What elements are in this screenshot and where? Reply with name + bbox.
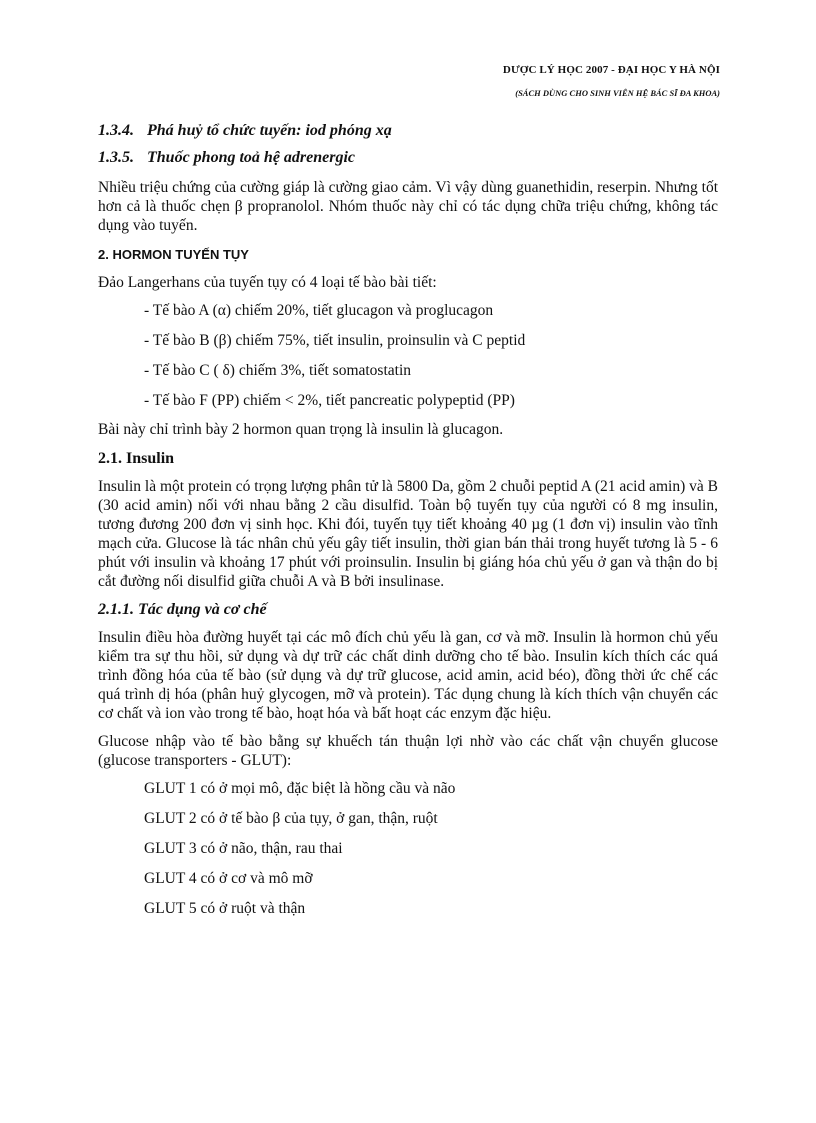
paragraph-langerhans: Đảo Langerhans của tuyến tụy có 4 loại tế bào bài tiết: <box>98 274 437 291</box>
heading-2-1: 2.1. Insulin <box>98 450 175 467</box>
list-item-glut-4: GLUT 4 có ở cơ và mô mỡ <box>144 870 313 887</box>
list-item-cell-b: - Tế bào B (β) chiếm 75%, tiết insulin, proinsulin và C peptid <box>144 332 526 349</box>
page-body <box>98 121 718 918</box>
heading-2-1-1: 2.1.1. Tác dụng và cơ chế <box>98 601 267 618</box>
heading-text: Thuốc phong toả hệ adrenergic <box>147 149 356 166</box>
list-item-glut-2: GLUT 2 có ở tế bào β của tụy, ở gan, thận, ruột <box>144 810 438 827</box>
heading-1-3-5 <box>98 148 718 167</box>
list-item-glut-3: GLUT 3 có ở não, thận, rau thai <box>144 840 343 857</box>
header-title: DƯỢC LÝ HỌC 2007 - ĐẠI HỌC Y HÀ NỘI <box>502 64 720 76</box>
paragraph-summary: Bài này chỉ trình bày 2 hormon quan trọng là insulin là glucagon. <box>98 421 504 438</box>
heading-2: 2. HORMON TUYẾN TỤY <box>98 247 249 262</box>
heading-number: 1.3.4. <box>98 122 134 139</box>
heading-1-3-4 <box>98 121 718 140</box>
header-subtitle: (SÁCH DÙNG CHO SINH VIÊN HỆ BÁC SĨ ĐA KHOA) <box>515 88 720 98</box>
list-item-cell-c: - Tế bào C ( δ) chiếm 3%, tiết somatostatin <box>144 362 412 379</box>
list-item-cell-f: - Tế bào F (PP) chiếm < 2%, tiết pancreatic polypeptid (PP) <box>144 392 515 409</box>
list-item-glut-5: GLUT 5 có ở ruột và thận <box>144 900 306 917</box>
heading-number: 1.3.5. <box>98 149 134 166</box>
paragraph-mechanism: Insulin điều hòa đường huyết tại các mô đích chủ yếu là gan, cơ và mỡ. Insulin là hormon chủ yếu kiểm tra sự thu hồi, sử dụng và dự trữ các chất dinh dưỡng cho tế bào. Insulin kích thích các quá trình đồng hóa của tế bào (sử dụng và dự trữ glucose, acid amin, acid béo), đồng thời ức chế các quá trình dị hóa (phân huỷ glycogen, mỡ và protein). Tác dụng chung là kích thích vận chuyển các cơ chất và ion vào trong tế bào, hoạt hóa và bất hoạt các enzym đặc hiệu. <box>98 629 718 722</box>
paragraph-adrenergic: Nhiều triệu chứng của cường giáp là cường giao cảm. Vì vậy dùng guanethidin, reserpin. Nhưng tốt hơn cả là thuốc chẹn β propranolol. Nhóm thuốc này chỉ có tác dụng chữa triệu chứng, không tác dụng vào tuyến. <box>98 179 718 234</box>
list-item-cell-a: - Tế bào A (α) chiếm 20%, tiết glucagon và proglucagon <box>144 302 494 319</box>
heading-text: Phá huỷ tổ chức tuyến: iod phóng xạ <box>147 122 392 139</box>
paragraph-insulin: Insulin là một protein có trọng lượng phân tử là 5800 Da, gồm 2 chuỗi peptid A (21 acid amin) và B (30 acid amin) nối với nhau bằng 2 cầu disulfid. Toàn bộ tuyến tụy của người có 8 mg insulin, tương đương 200 đơn vị sinh học. Khi đói, tuyến tụy tiết khoảng 40 µg (1 đơn vị) insulin vào tĩnh mạch cửa. Glucose là tác nhân chủ yếu gây tiết insulin, thời gian bán thải trong huyết tương là 5 - 6 phút với insulin và khoảng 17 phút với proinsulin. Insulin bị giáng hóa chủ yếu ở gan và thận do bị cắt đường nối disulfid giữa chuỗi A và B bởi insulinase. <box>98 478 718 590</box>
list-item-glut-1: GLUT 1 có ở mọi mô, đặc biệt là hồng cầu và não <box>144 780 456 797</box>
paragraph-glucose-transport: Glucose nhập vào tế bào bằng sự khuếch tán thuận lợi nhờ vào các chất vận chuyển glucose (glucose transporters - GLUT): <box>98 733 718 769</box>
